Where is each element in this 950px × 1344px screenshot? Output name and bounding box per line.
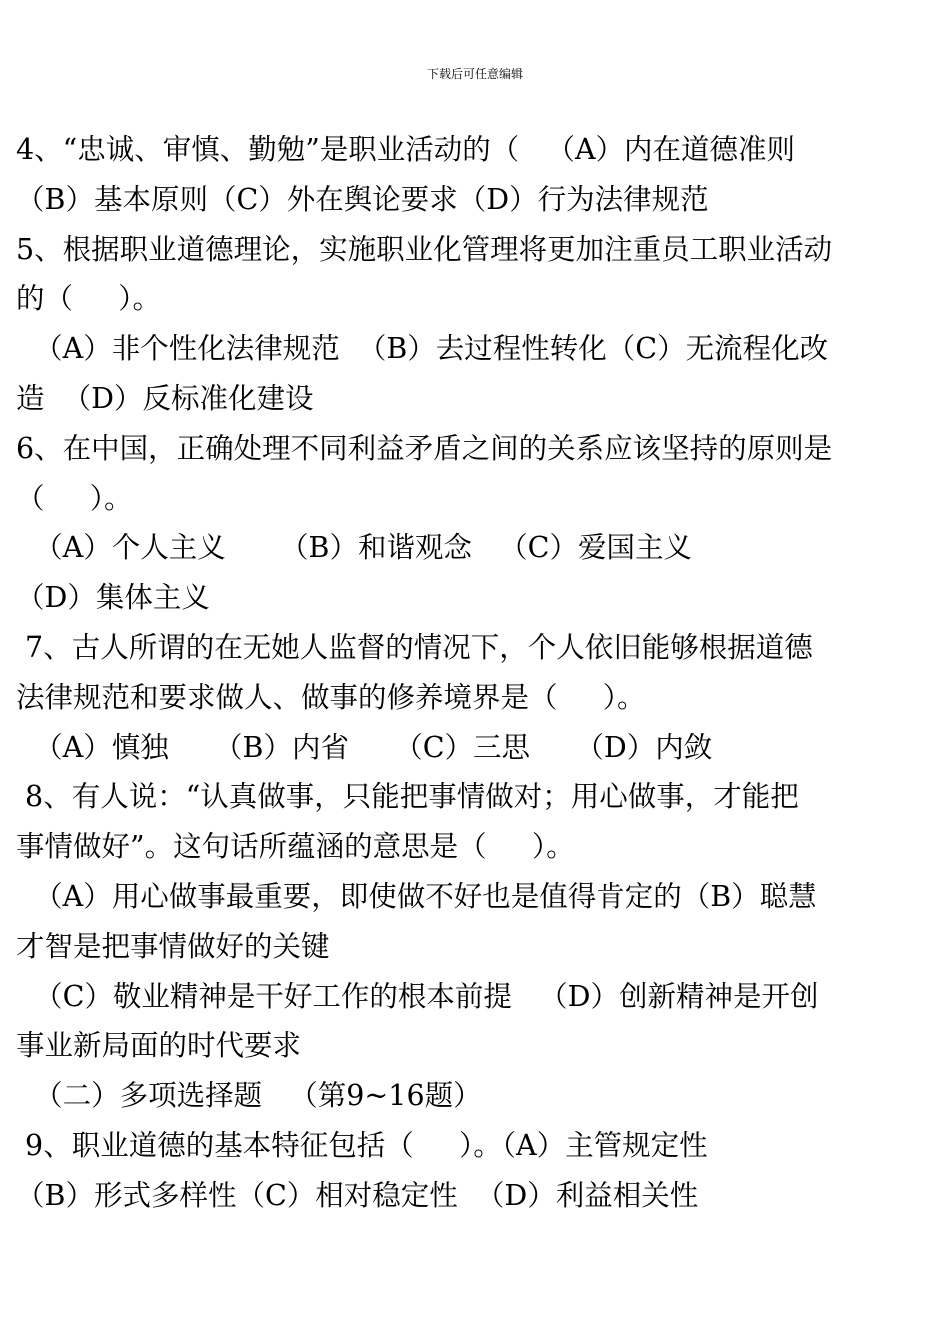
text-line: （A）个人主义 （B）和谐观念 （C）爱国主义 bbox=[16, 531, 692, 565]
text-line: （A）用心做事最重要，即使做不好也是值得肯定的（B）聪慧 bbox=[16, 879, 817, 913]
text-line: （B）基本原则（C）外在舆论要求（D）行为法律规范 bbox=[16, 182, 709, 216]
text-line: 4、“忠诚、审慎、勤勉”是职业活动的（ （A）内在道德准则 bbox=[16, 133, 796, 166]
text-line: 事业新局面的时代要求 bbox=[16, 1029, 302, 1063]
text-line: 6、在中国，正确处理不同利益矛盾之间的关系应该坚持的原则是 bbox=[16, 431, 833, 465]
text-line: 造 （D）反标准化建设 bbox=[16, 381, 314, 415]
text-line: 才智是把事情做好的关键 bbox=[16, 929, 330, 963]
text-line: 9、职业道德的基本特征包括（ ）。（A）主管规定性 bbox=[16, 1128, 708, 1162]
text-line: 7、古人所谓的在无她人监督的情况下，个人依旧能够根据道德 bbox=[16, 630, 813, 664]
text-line: 的（ ）。 bbox=[16, 282, 162, 316]
page-header: 下载后可任意编辑 bbox=[426, 67, 523, 81]
text-line: （C）敬业精神是干好工作的根本前提 （D）创新精神是开创 bbox=[16, 979, 819, 1013]
text-line: （ ）。 bbox=[16, 481, 133, 515]
text-line: （D）集体主义 bbox=[16, 581, 210, 615]
text-line: 事情做好”。这句话所蕴涵的意思是（ ）。 bbox=[16, 830, 575, 864]
text-line: 8、有人说：“认真做事，只能把事情做对；用心做事，才能把 bbox=[16, 780, 799, 814]
text-line: 5、根据职业道德理论，实施职业化管理将更加注重员工职业活动 bbox=[16, 232, 833, 266]
text-line: （A）非个性化法律规范 （B）去过程性转化（C）无流程化改 bbox=[16, 332, 829, 366]
question-content bbox=[16, 125, 934, 1221]
section-heading: （二）多项选择题 （第9~16题） bbox=[16, 1079, 482, 1113]
text-line: （A）慎独 （B）内省 （C）三思 （D）内敛 bbox=[16, 730, 713, 764]
text-line: （B）形式多样性（C）相对稳定性 （D）利益相关性 bbox=[16, 1178, 699, 1212]
text-line: 法律规范和要求做人、做事的修养境界是（ ）。 bbox=[16, 680, 646, 714]
